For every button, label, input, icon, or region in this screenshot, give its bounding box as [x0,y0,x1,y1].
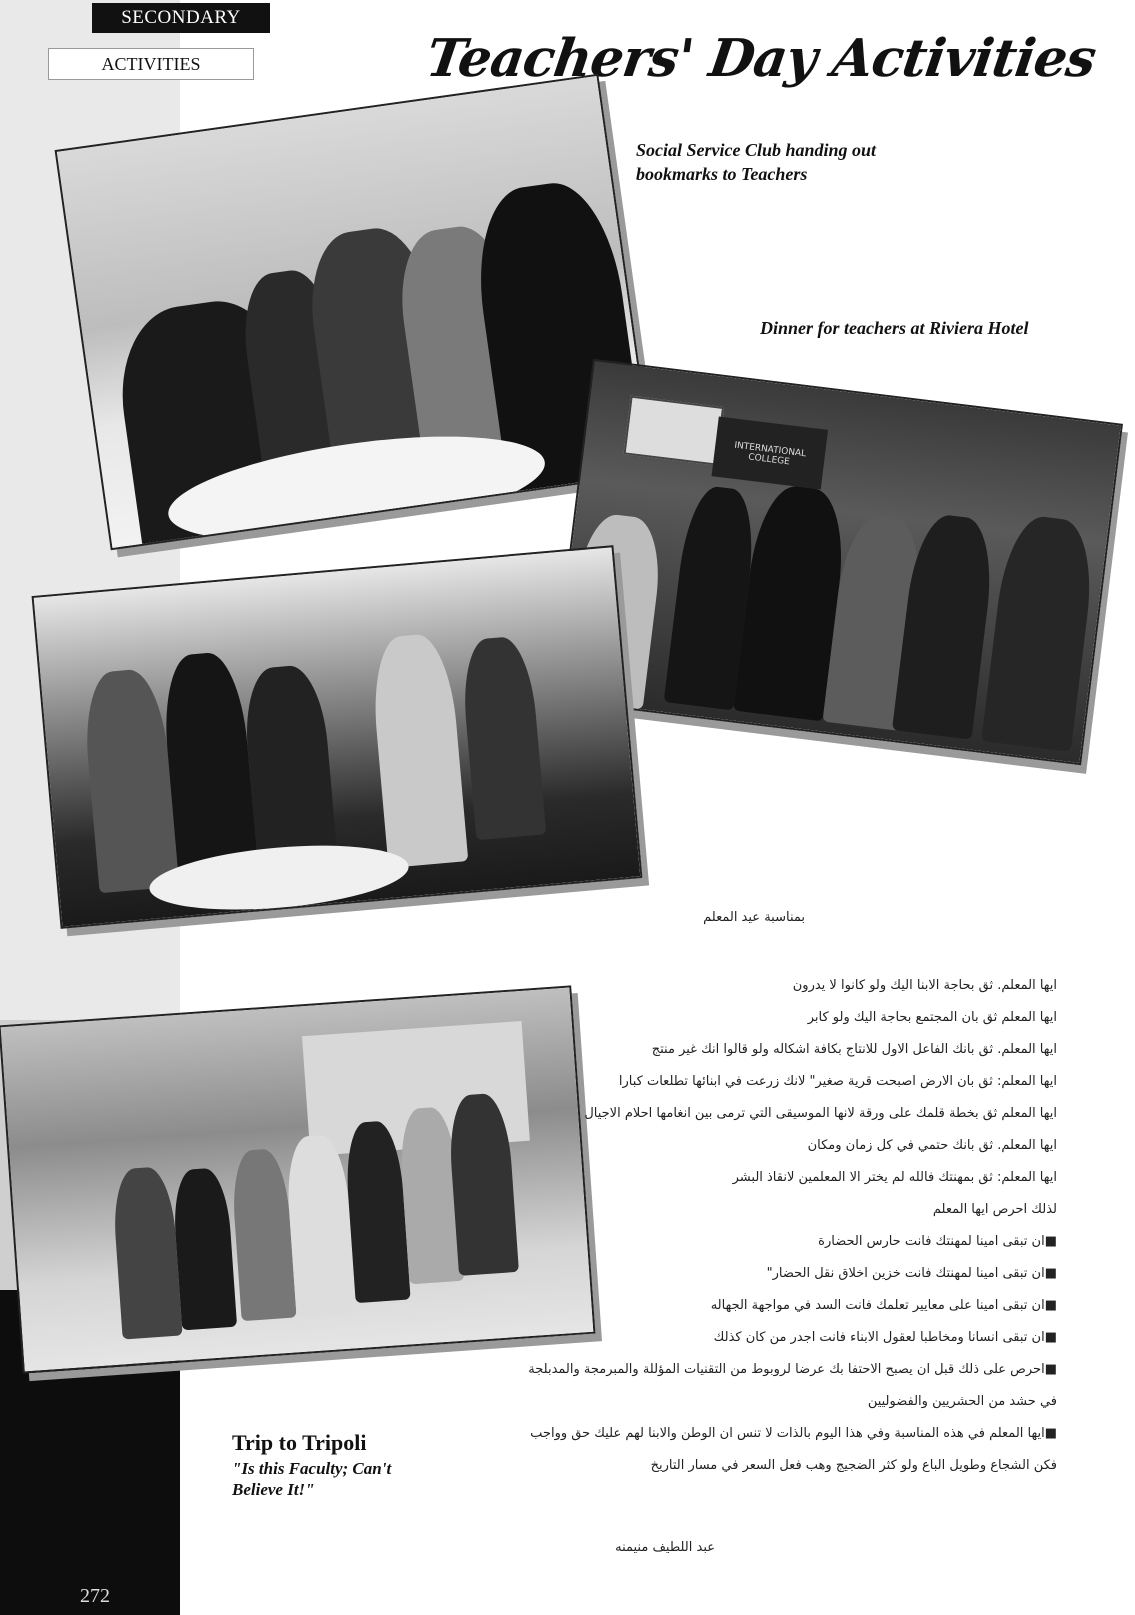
arabic-heading: بمناسبة عيد المعلم [703,910,805,925]
arabic-line: ايها المعلم. ثق بانك الفاعل الاول للانتاج بكافة اشكاله ولو قالوا انك غير منتج [651,1042,1057,1057]
caption-trip-title: Trip to Tripoli [232,1430,367,1455]
caption-social-service: Social Service Club handing out bookmarks to Teachers [636,140,877,184]
page-number: 272 [80,1585,110,1607]
arabic-line: ايها المعلم: ثق بان الارض اصبحت قرية صغير" لانك زرعت في ابنائها تطلعات كبارا [618,1074,1057,1089]
arabic-line: ايها المعلم. ثق بانك حتمي في كل زمان ومكان [807,1138,1057,1153]
arabic-line: ايها المعلم. ثق بحاجة الابنا اليك ولو كانوا لا يدرون [792,978,1057,993]
page-title: Teachers' Day Activities [422,28,1100,89]
arabic-line: ■ايها المعلم في هذه المناسبة وفي هذا اليوم بالذات لا تنس ان الوطن والابنا لهم عليك حق وواجب [530,1426,1057,1441]
arabic-line: ايها المعلم ثق بخطة قلمك على ورقة لانها الموسيقى التي ترمى بين انغامها احلام الاجيال [584,1106,1057,1121]
arabic-line: فكن الشجاع وطويل الباع ولو كثر الضجيج وهب فعل السعر في مسار التاريخ [650,1458,1057,1473]
caption-dinner: Dinner for teachers at Riviera Hotel [760,318,1029,338]
caption-trip-subtitle: "Is this Faculty; Can't Believe It!" [232,1459,392,1499]
arabic-line: ■ان تبقى انسانا ومخاطبا لعقول الابناء فانت اجدر من كان كذلك [713,1330,1057,1345]
arabic-line: ■ان تبقى امينا لمهنتك فانت حارس الحضارة [818,1234,1057,1249]
photo-dinner-standing [32,545,643,929]
arabic-text [497,970,1057,1482]
arabic-line: ■ان تبقى امينا لمهنتك فانت خزين اخلاق نقل الحضار" [766,1266,1057,1281]
arabic-line: ايها المعلم ثق بان المجتمع بحاجة اليك ولو كابر [807,1010,1057,1025]
arabic-line: ■ان تبقى امينا على معايير تعلمك فانت السد في مواجهة الجهاله [710,1298,1057,1313]
photo-dinner-dance [551,359,1123,766]
subsection-label: ACTIVITIES [48,48,254,80]
photo-bookmarks [55,74,655,550]
flag [624,396,724,466]
arabic-line: ■احرص على ذلك قبل ان يصبح الاحتفا بك عرضا لروبوط من التقنيات المؤللة والمبرمجة والمدبلجة [528,1362,1057,1377]
arabic-line: ايها المعلم: ثق بمهنتك فالله لم يختر الا المعلمين لانقاذ البشر [732,1170,1057,1185]
arabic-line: في حشد من الحشريين والفضوليين [867,1394,1057,1409]
college-banner: INTERNATIONAL COLLEGE [712,417,828,490]
section-label: SECONDARY [92,3,270,33]
arabic-signature: عبد اللطيف منيمنه [615,1540,715,1555]
arabic-line: لذلك احرص ايها المعلم [932,1202,1057,1217]
